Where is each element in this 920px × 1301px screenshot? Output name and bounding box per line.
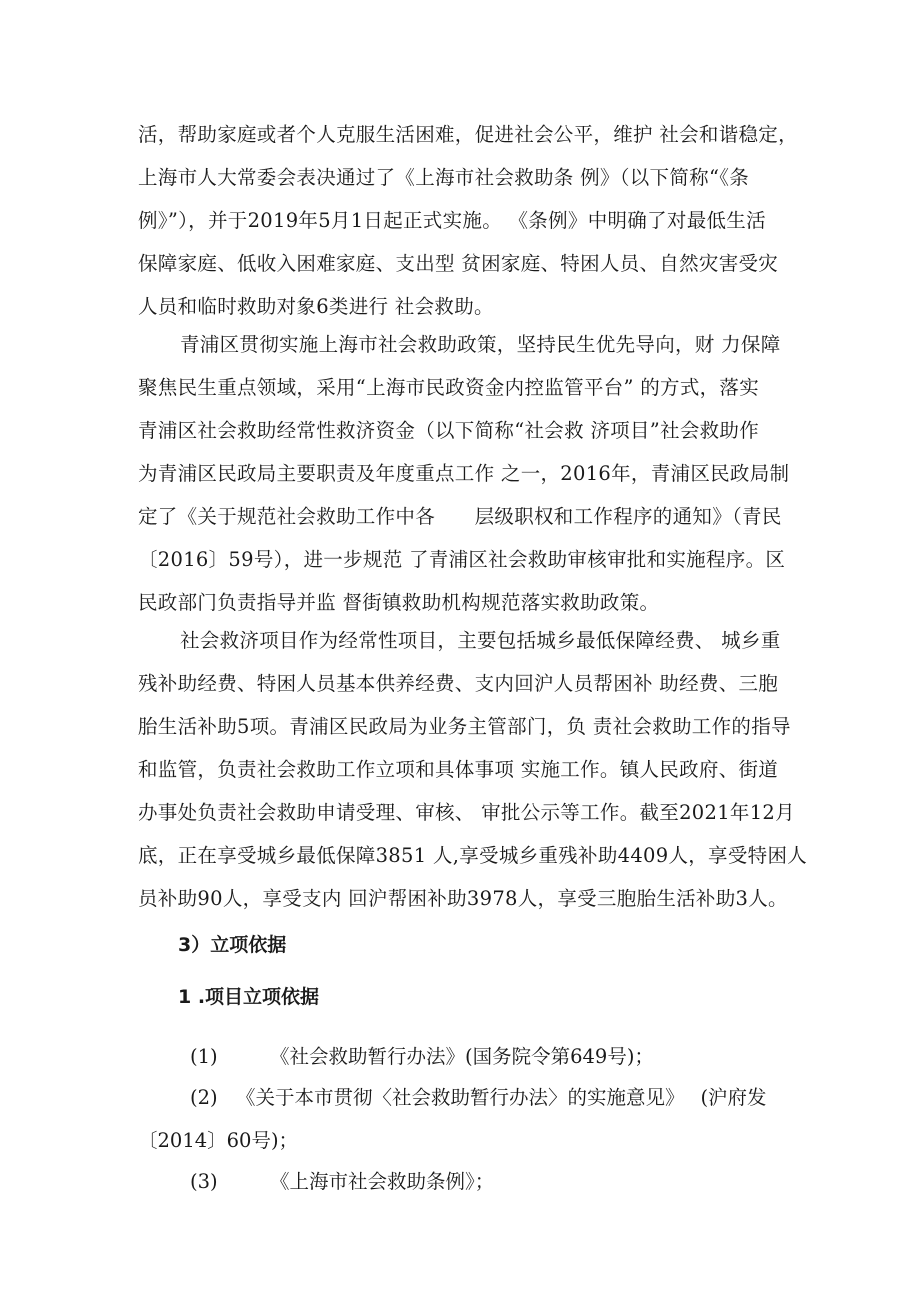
list-item-text: 〔2014〕60号)； <box>138 1129 299 1152</box>
text-line: 活，帮助家庭或者个人克服生活困难，促进社会公平，维护 社会和谐稳定， <box>138 123 798 146</box>
text-line: 保障家庭、低收入困难家庭、支出型 贫困家庭、特困人员、自然灾害受灾 <box>138 252 779 275</box>
text-line: 〔2016〕59号），进一步规范 了青浦区社会救助审核审批和实施程序。区 <box>138 548 786 571</box>
text-line: 定了《关于规范社会救助工作中各 层级职权和工作程序的通知》（青民 <box>138 505 782 528</box>
list-item-number: (2) <box>190 1086 218 1109</box>
section-heading: 3）立项依据 <box>178 934 287 956</box>
text-line: 例》”），并于2019年5月1日起正式实施。 《条例》中明确了对最低生活 <box>138 209 766 232</box>
text-line: 聚焦民生重点领域，采用“上海市民政资金内控监管平台” 的方式，落实 <box>138 376 760 399</box>
text-line: 社会救济项目作为经常性项目，主要包括城乡最低保障经费、 城乡重 <box>180 629 781 652</box>
text-line: 底，正在享受城乡最低保障3851 人,享受城乡重残补助4409人，享受特困人 <box>138 844 808 867</box>
text-line: 青浦区社会救助经常性救济资金（以下简称“社会救 济项目”社会救助作 <box>138 419 760 442</box>
text-line: 员补助90人，享受支内 回沪帮困补助3978人，享受三胞胎生活补助3人。 <box>138 887 788 910</box>
text-line: 青浦区贯彻实施上海市社会救助政策，坚持民生优先导向，财 力保障 <box>180 333 781 356</box>
text-line: 和监管，负责社会救助工作立项和具体事项 实施工作。镇人民政府、街道 <box>138 758 779 781</box>
text-line: 为青浦区民政局主要职责及年度重点工作 之一，2016年，青浦区民政局制 <box>138 462 790 485</box>
list-item-text: 《社会救助暂行办法》(国务院令第649号)； <box>270 1045 654 1068</box>
text-line: 人员和临时救助对象6类进行 社会救助。 <box>138 295 494 318</box>
list-item-number: (1) <box>190 1045 218 1068</box>
subsection-heading: 1 .项目立项依据 <box>178 986 320 1008</box>
text-line: 办事处负责社会救助申请受理、审核、 审批公示等工作。截至2021年12月 <box>138 801 795 824</box>
list-item-text: 《上海市社会救助条例》； <box>270 1170 495 1193</box>
text-line: 上海市人大常委会表决通过了《上海市社会救助条 例》（以下简称“《条 <box>138 166 750 189</box>
text-line: 残补助经费、特困人员基本供养经费、支内回沪人员帮困补 助经费、三胞 <box>138 672 779 695</box>
text-line: 胎生活补助5项。青浦区民政局为业务主管部门，负 责社会救助工作的指导 <box>138 715 791 738</box>
list-item-text: 《关于本市贯彻〈社会救助暂行办法〉的实施意见》 (沪府发 <box>236 1086 767 1109</box>
text-line: 民政部门负责指导并监 督街镇救助机构规范落实救助政策。 <box>138 591 660 614</box>
list-item-number: (3) <box>190 1170 218 1193</box>
